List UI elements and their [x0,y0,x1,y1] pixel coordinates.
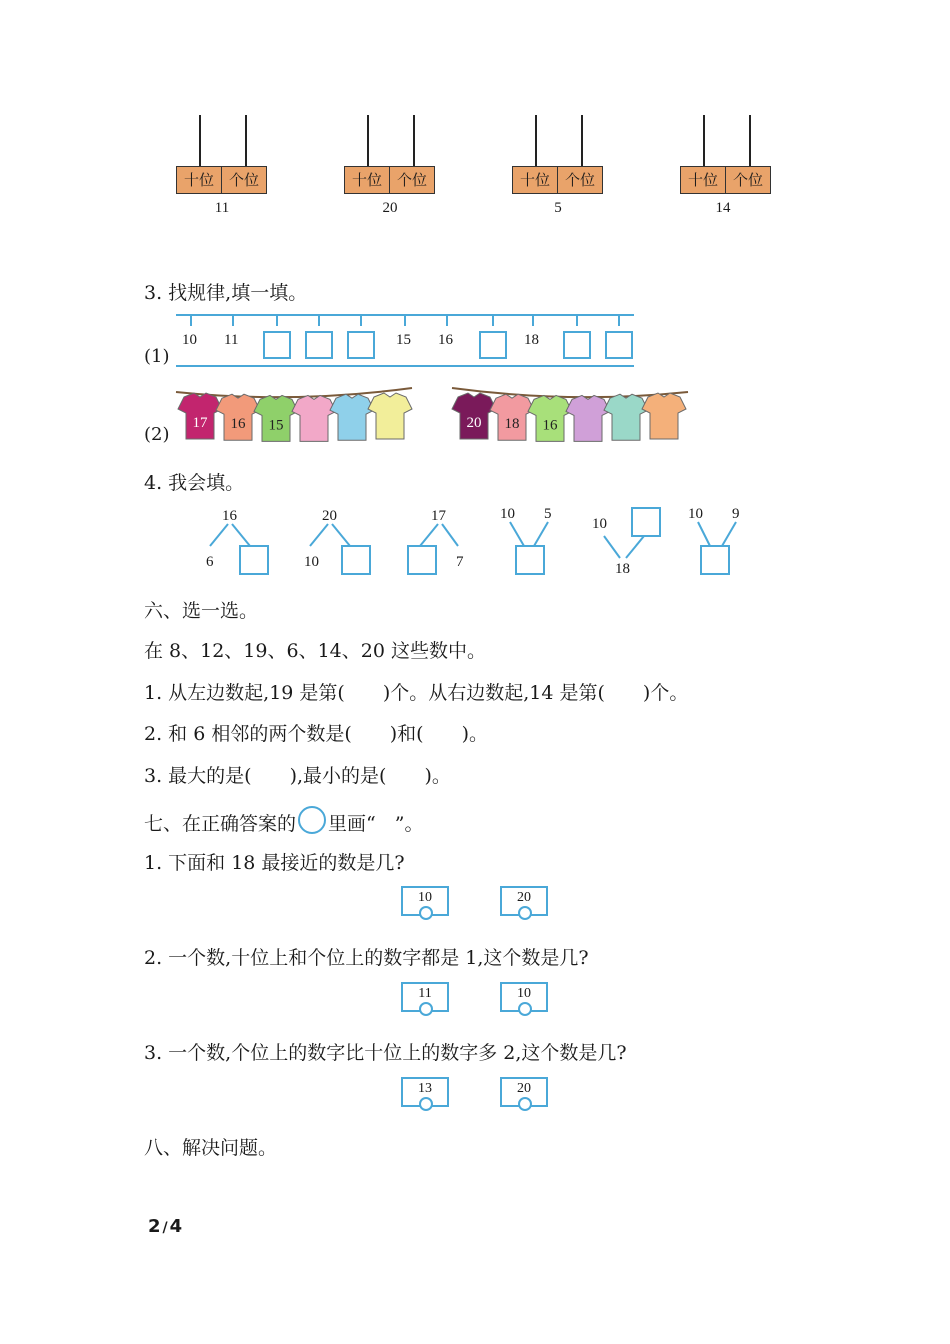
ones-label: 个位 [725,167,770,193]
bond1-top: 16 [222,508,237,524]
number-line-value: 18 [524,332,539,348]
option-value: 10 [418,890,432,905]
number-line-tick [360,314,362,326]
shirt [330,394,374,440]
option-value: 20 [517,890,531,905]
answer-circle[interactable] [419,906,433,920]
abacus-rod [367,115,369,167]
place-value-box [176,166,267,194]
shirt-number: 16 [230,416,246,433]
bond6-b: 9 [732,506,740,522]
abacus-rod [413,115,415,167]
bond4-a: 10 [500,506,515,522]
shirt-number: 15 [268,417,284,434]
s8-title: 八、解决问题。 [144,1137,278,1159]
abacus-number: 11 [214,200,230,216]
abacus-number: 20 [382,200,398,216]
abacus-rod [199,115,201,167]
number-line-value: 10 [182,332,197,348]
abacus-number: 5 [554,200,562,216]
shirt-number: 20 [466,415,482,431]
ones-label: 个位 [221,167,266,193]
s7-title-after: 里画“ ”。 [328,813,424,835]
number-line-value: 11 [224,332,239,348]
number-line-bottom [176,365,634,367]
bond5-bottom: 18 [615,561,630,577]
number-line-value: 15 [396,332,411,348]
tens-label: 十位 [519,171,550,189]
abacus-rod [703,115,705,167]
bond6-a: 10 [688,506,703,522]
option-value: 10 [517,986,531,1001]
answer-circle[interactable] [419,1097,433,1111]
number-line-tick [232,314,234,326]
bond3-top: 17 [431,508,446,524]
circle-icon [298,806,326,834]
number-line-tick [190,314,192,326]
shirt [368,393,412,439]
number-line-tick [576,314,578,326]
number-line-blank[interactable] [263,331,291,359]
number-line-tick [618,314,620,326]
page-sep: / [162,1220,168,1236]
s7-title-before: 七、在正确答案的 [144,813,297,835]
abacus-rod [581,115,583,167]
tens-label: 十位 [351,171,382,189]
answer-circle[interactable] [518,1097,532,1111]
s7-q2: 2. 一个数,十位上和个位上的数字都是 1,这个数是几? [144,947,589,969]
number-line-blank[interactable] [347,331,375,359]
part1-label: (1) [144,346,170,367]
page-number [148,1216,182,1237]
page-total: 4 [169,1216,183,1237]
abacus-rod [535,115,537,167]
answer-option[interactable] [401,982,449,1012]
shirt [642,393,686,439]
abacus-number: 14 [715,200,731,216]
answer-option[interactable] [401,886,449,916]
abacus-rod [245,115,247,167]
place-value-box [512,166,603,194]
answer-option[interactable] [500,1077,548,1107]
bond1-left: 6 [206,554,214,570]
answer-circle[interactable] [518,1002,532,1016]
number-line-tick [532,314,534,326]
place-value-box [680,166,771,194]
option-value: 13 [418,1081,432,1096]
answer-option[interactable] [401,1077,449,1107]
s7-q3: 3. 一个数,个位上的数字比十位上的数字多 2,这个数是几? [144,1042,627,1064]
answer-option[interactable] [500,982,548,1012]
shirt-number: 16 [542,417,558,434]
number-line-tick [276,314,278,326]
s6-intro: 在 8、12、19、6、14、20 这些数中。 [144,640,486,662]
s7-q1: 1. 下面和 18 最接近的数是几? [144,852,405,874]
number-line-blank[interactable] [563,331,591,359]
bond2-left: 10 [304,554,319,570]
shirt [292,395,336,441]
shirt-number: 17 [192,415,208,431]
answer-circle[interactable] [518,906,532,920]
answer-option[interactable] [500,886,548,916]
s6-title: 六、选一选。 [144,600,259,622]
number-line-tick [404,314,406,326]
number-bonds [180,500,760,590]
s6-q1: 1. 从左边数起,19 是第( )个。从右边数起,14 是第( )个。 [144,682,689,704]
clothesline-illustration [172,382,702,452]
s7-title [144,806,423,836]
abacus-rod [749,115,751,167]
number-line-blank[interactable] [605,331,633,359]
q4-title: 4. 我会填。 [144,472,245,494]
number-line-value: 16 [438,332,453,348]
s6-q3: 3. 最大的是( ),最小的是( )。 [144,765,451,787]
q3-title: 3. 找规律,填一填。 [144,282,308,304]
number-line-blank[interactable] [479,331,507,359]
bond3-right: 7 [456,554,464,570]
ones-label: 个位 [389,167,434,193]
number-line-blank[interactable] [305,331,333,359]
bond2-top: 20 [322,508,337,524]
number-line-tick [446,314,448,326]
bond4-b: 5 [544,506,552,522]
page-current: 2 [148,1216,161,1237]
answer-circle[interactable] [419,1002,433,1016]
option-value: 11 [418,986,432,1001]
bond5-a: 10 [592,516,607,532]
part2-label: (2) [144,424,170,445]
tens-label: 十位 [687,171,718,189]
tens-label: 十位 [183,171,214,189]
place-value-box [344,166,435,194]
s6-q2: 2. 和 6 相邻的两个数是( )和( )。 [144,723,488,745]
option-value: 20 [517,1081,531,1096]
ones-label: 个位 [557,167,602,193]
shirt-number: 18 [504,416,520,433]
number-line-tick [492,314,494,326]
shirt [566,395,610,441]
number-line-tick [318,314,320,326]
shirt [604,394,648,440]
